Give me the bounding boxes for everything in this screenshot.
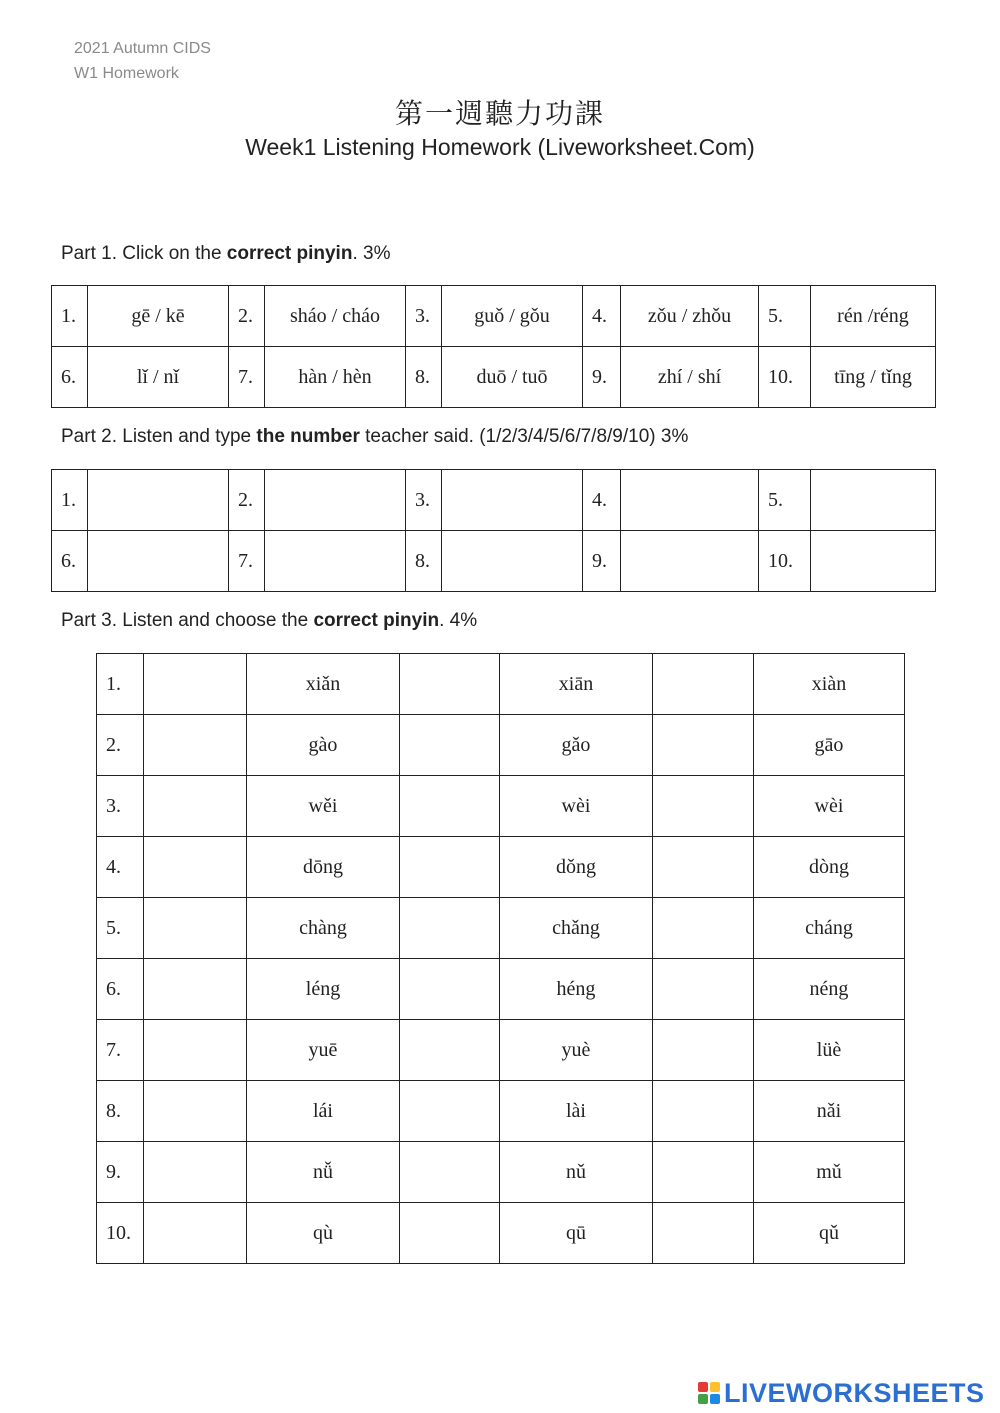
answer-input[interactable] xyxy=(621,470,759,531)
term-label: 2021 Autumn CIDS xyxy=(74,40,211,57)
pinyin-option: wèi xyxy=(754,776,905,837)
pinyin-option: yuè xyxy=(500,1020,653,1081)
item-number: 3. xyxy=(406,286,442,347)
table-row xyxy=(97,715,905,776)
answer-input[interactable] xyxy=(88,470,229,531)
table-row xyxy=(52,347,936,408)
worksheet-meta xyxy=(74,36,211,86)
pinyin-choice[interactable]: guǒ / gǒu xyxy=(442,286,583,347)
pinyin-option: néng xyxy=(754,959,905,1020)
choice-box[interactable] xyxy=(653,1142,754,1203)
table-row xyxy=(52,531,936,592)
item-number: 7. xyxy=(229,347,265,408)
pinyin-option: lái xyxy=(247,1081,400,1142)
table-row xyxy=(97,1203,905,1264)
answer-input[interactable] xyxy=(265,470,406,531)
pinyin-option: mǔ xyxy=(754,1142,905,1203)
homework-label: W1 Homework xyxy=(74,65,179,82)
choice-box[interactable] xyxy=(144,1081,247,1142)
pinyin-option: gǎo xyxy=(500,715,653,776)
answer-input[interactable] xyxy=(88,531,229,592)
pinyin-option: xiān xyxy=(500,654,653,715)
item-number: 10. xyxy=(97,1203,144,1264)
pinyin-option: qū xyxy=(500,1203,653,1264)
part3-heading-bold: correct pinyin xyxy=(313,610,440,631)
part2-heading-suffix: teacher said. (1/2/3/4/5/6/7/8/9/10) 3% xyxy=(359,426,689,447)
logo-block xyxy=(698,1394,708,1404)
pinyin-option: lüè xyxy=(754,1020,905,1081)
pinyin-option: qǔ xyxy=(754,1203,905,1264)
item-number: 7. xyxy=(97,1020,144,1081)
answer-input[interactable] xyxy=(442,470,583,531)
choice-box[interactable] xyxy=(400,776,500,837)
table-row xyxy=(97,898,905,959)
choice-box[interactable] xyxy=(653,776,754,837)
item-number: 1. xyxy=(52,286,88,347)
item-number: 8. xyxy=(406,531,442,592)
pinyin-option: xiǎn xyxy=(247,654,400,715)
item-number: 9. xyxy=(583,347,621,408)
part3-heading-prefix: Part 3. Listen and choose the xyxy=(61,610,314,631)
brand-name: LIVEWORKSHEETS xyxy=(724,1377,985,1408)
choice-box[interactable] xyxy=(400,898,500,959)
pinyin-option: chàng xyxy=(247,898,400,959)
item-number: 4. xyxy=(583,470,621,531)
choice-box[interactable] xyxy=(653,1081,754,1142)
item-number: 5. xyxy=(97,898,144,959)
item-number: 6. xyxy=(52,531,88,592)
item-number: 2. xyxy=(229,470,265,531)
choice-box[interactable] xyxy=(653,1020,754,1081)
item-number: 8. xyxy=(97,1081,144,1142)
page-title-chinese: 第一週聽力功課 xyxy=(394,97,605,130)
answer-input[interactable] xyxy=(621,531,759,592)
pinyin-option: nǚ xyxy=(247,1142,400,1203)
choice-box[interactable] xyxy=(144,715,247,776)
item-number: 6. xyxy=(97,959,144,1020)
choice-box[interactable] xyxy=(400,1203,500,1264)
item-number: 3. xyxy=(406,470,442,531)
pinyin-option: cháng xyxy=(754,898,905,959)
part3-heading-suffix: . 4% xyxy=(439,610,478,631)
table-row xyxy=(97,1020,905,1081)
item-number: 9. xyxy=(583,531,621,592)
item-number: 3. xyxy=(97,776,144,837)
pinyin-option: xiàn xyxy=(754,654,905,715)
pinyin-option: gāo xyxy=(754,715,905,776)
choice-box[interactable] xyxy=(144,1203,247,1264)
table-row xyxy=(97,654,905,715)
item-number: 4. xyxy=(583,286,621,347)
choice-box[interactable] xyxy=(144,959,247,1020)
choice-box[interactable] xyxy=(144,898,247,959)
pinyin-choice[interactable]: gē / kē xyxy=(88,286,229,347)
choice-box[interactable] xyxy=(653,715,754,776)
choice-box[interactable] xyxy=(400,1142,500,1203)
part2-heading-prefix: Part 2. Listen and type xyxy=(61,426,257,447)
table-row xyxy=(97,776,905,837)
table-row xyxy=(52,470,936,531)
table-row xyxy=(97,959,905,1020)
answer-input[interactable] xyxy=(442,531,583,592)
logo-block xyxy=(710,1394,720,1404)
choice-box[interactable] xyxy=(400,1020,500,1081)
item-number: 2. xyxy=(229,286,265,347)
choice-box[interactable] xyxy=(653,959,754,1020)
logo-block xyxy=(710,1382,720,1392)
item-number: 1. xyxy=(97,654,144,715)
pinyin-choice[interactable]: zǒu / zhǒu xyxy=(621,286,759,347)
pinyin-choice[interactable]: hàn / hèn xyxy=(265,347,406,408)
choice-box[interactable] xyxy=(144,776,247,837)
item-number: 10. xyxy=(759,531,811,592)
pinyin-option: yuē xyxy=(247,1020,400,1081)
pinyin-option: léng xyxy=(247,959,400,1020)
item-number: 5. xyxy=(759,286,811,347)
item-number: 10. xyxy=(759,347,811,408)
answer-input[interactable] xyxy=(811,531,936,592)
pinyin-option: wěi xyxy=(247,776,400,837)
answer-input[interactable] xyxy=(811,470,936,531)
part2-heading-bold: the number xyxy=(256,426,360,447)
choice-box[interactable] xyxy=(144,1020,247,1081)
item-number: 1. xyxy=(52,470,88,531)
table-row xyxy=(97,837,905,898)
part3-table xyxy=(96,653,905,1264)
pinyin-option: chǎng xyxy=(500,898,653,959)
part1-heading-suffix: . 3% xyxy=(352,243,391,264)
logo-blocks-icon xyxy=(698,1382,720,1404)
choice-box[interactable] xyxy=(400,1081,500,1142)
choice-box[interactable] xyxy=(653,898,754,959)
pinyin-option: wèi xyxy=(500,776,653,837)
item-number: 4. xyxy=(97,837,144,898)
pinyin-option: nǎi xyxy=(754,1081,905,1142)
pinyin-option: nǔ xyxy=(500,1142,653,1203)
choice-box[interactable] xyxy=(144,1142,247,1203)
choice-box[interactable] xyxy=(400,837,500,898)
pinyin-choice[interactable]: duō / tuō xyxy=(442,347,583,408)
pinyin-choice[interactable]: rén /réng xyxy=(811,286,936,347)
pinyin-choice[interactable]: lǐ / nǐ xyxy=(88,347,229,408)
table-row xyxy=(97,1081,905,1142)
part3-heading xyxy=(61,610,477,632)
choice-box[interactable] xyxy=(653,837,754,898)
pinyin-option: dǒng xyxy=(500,837,653,898)
table-row xyxy=(52,286,936,347)
logo-block xyxy=(698,1382,708,1392)
item-number: 5. xyxy=(759,470,811,531)
part1-table xyxy=(51,285,936,408)
page-title-english: Week1 Listening Homework (Liveworksheet.Com) xyxy=(245,134,755,160)
choice-box[interactable] xyxy=(653,654,754,715)
choice-box[interactable] xyxy=(400,959,500,1020)
item-number: 8. xyxy=(406,347,442,408)
liveworksheets-logo xyxy=(698,1377,985,1409)
part1-heading xyxy=(61,243,390,265)
choice-box[interactable] xyxy=(144,654,247,715)
pinyin-option: gào xyxy=(247,715,400,776)
choice-box[interactable] xyxy=(400,654,500,715)
part1-heading-bold: correct pinyin xyxy=(226,243,353,264)
item-number: 6. xyxy=(52,347,88,408)
part1-heading-prefix: Part 1. Click on the xyxy=(61,243,227,264)
choice-box[interactable] xyxy=(400,715,500,776)
choice-box[interactable] xyxy=(653,1203,754,1264)
answer-input[interactable] xyxy=(265,531,406,592)
pinyin-option: lài xyxy=(500,1081,653,1142)
item-number: 2. xyxy=(97,715,144,776)
item-number: 7. xyxy=(229,531,265,592)
pinyin-choice[interactable]: sháo / cháo xyxy=(265,286,406,347)
item-number: 9. xyxy=(97,1142,144,1203)
pinyin-option: dōng xyxy=(247,837,400,898)
part2-table xyxy=(51,469,936,592)
pinyin-choice[interactable]: tīng / tǐng xyxy=(811,347,936,408)
pinyin-option: dòng xyxy=(754,837,905,898)
pinyin-option: qù xyxy=(247,1203,400,1264)
part2-heading xyxy=(61,426,688,448)
pinyin-option: héng xyxy=(500,959,653,1020)
choice-box[interactable] xyxy=(144,837,247,898)
table-row xyxy=(97,1142,905,1203)
pinyin-choice[interactable]: zhí / shí xyxy=(621,347,759,408)
